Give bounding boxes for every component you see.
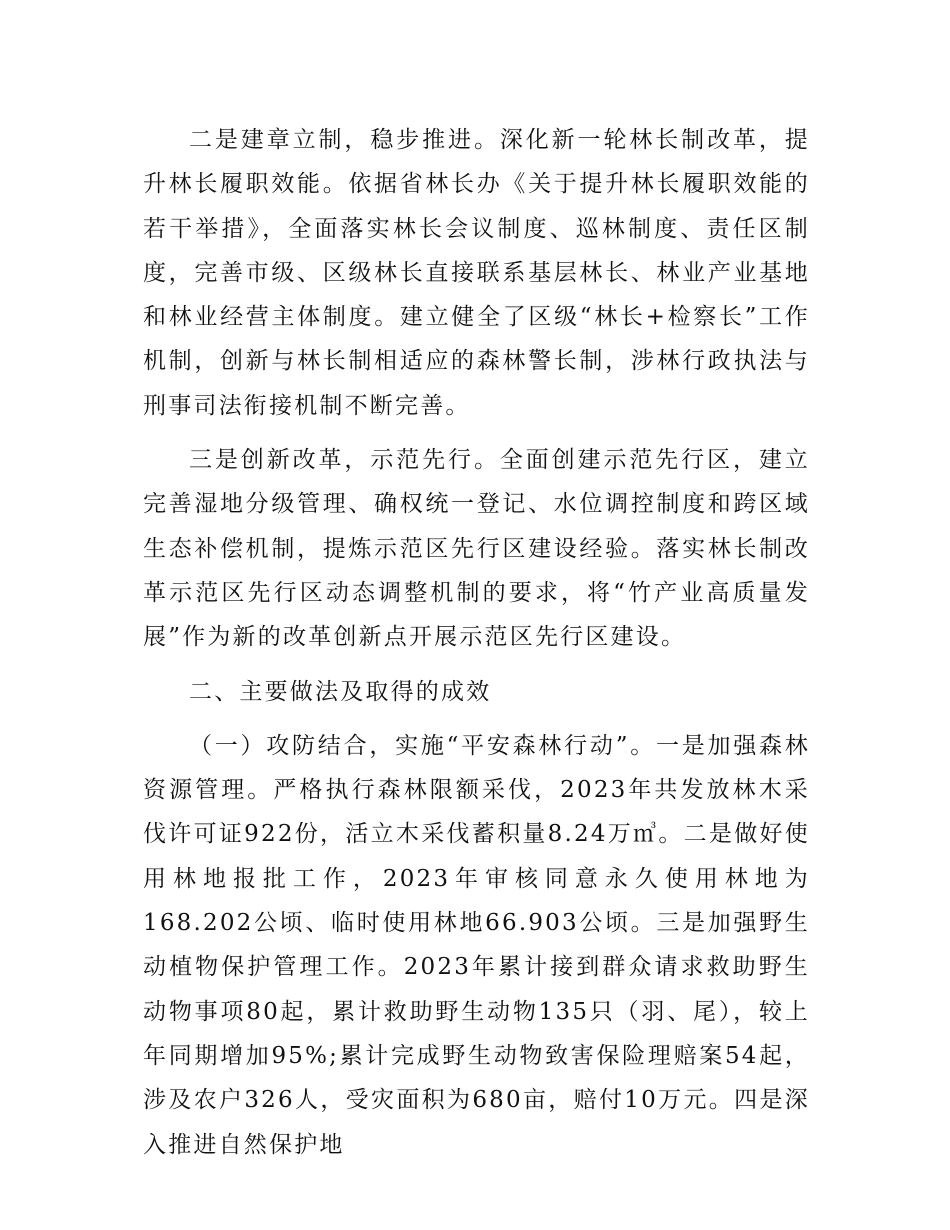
section-heading: 二、主要做法及取得的成效 (189, 678, 492, 705)
paragraph-rules-system: 二是建章立制，稳步推进。深化新一轮林长制改革，提升林长履职效能。依据省林长办《关于提升林长履职效能的若干举措》，全面落实林长会议制度、巡林制度、责任区制度，完善市级、区级林长直接联系基层林长、林业产业基地和林业经营主体制度。建立健全了区级“林长+检察长”工作机制，创新与林长制相适应的森林警长制，涉林行政执法与刑事司法衔接机制不断完善。 (143, 127, 810, 419)
paragraph-safe-forest-action: （一）攻防结合，实施“平安森林行动”。一是加强森林资源管理。严格执行森林限额采伐，2023年共发放林木采伐许可证922份，活立木采伐蓄积量8.24万㎥。二是做好使用林地报批工作，2023年审核同意永久使用林地为168.202公顷、临时使用林地66.903公顷。三是加强野生动植物保护管理工作。2023年累计接到群众请求救助野生动物事项80起，累计救助野生动物135只（羽、尾），较上年同期增加95%;累计完成野生动物致害保险理赔案54起，涉及农户326人，受灾面积为680亩，赔付10万元。四是深入推进自然保护地 (143, 732, 810, 1158)
document-body (143, 118, 810, 1177)
paragraph-innovation-reform: 三是创新改革，示范先行。全面创建示范先行区，建立完善湿地分级管理、确权统一登记、水位调控制度和跨区域生态补偿机制，提炼示范区先行区建设经验。落实林长制改革示范区先行区动态调整机制的要求，将“竹产业高质量发展”作为新的改革创新点开展示范区先行区建设。 (143, 447, 810, 651)
